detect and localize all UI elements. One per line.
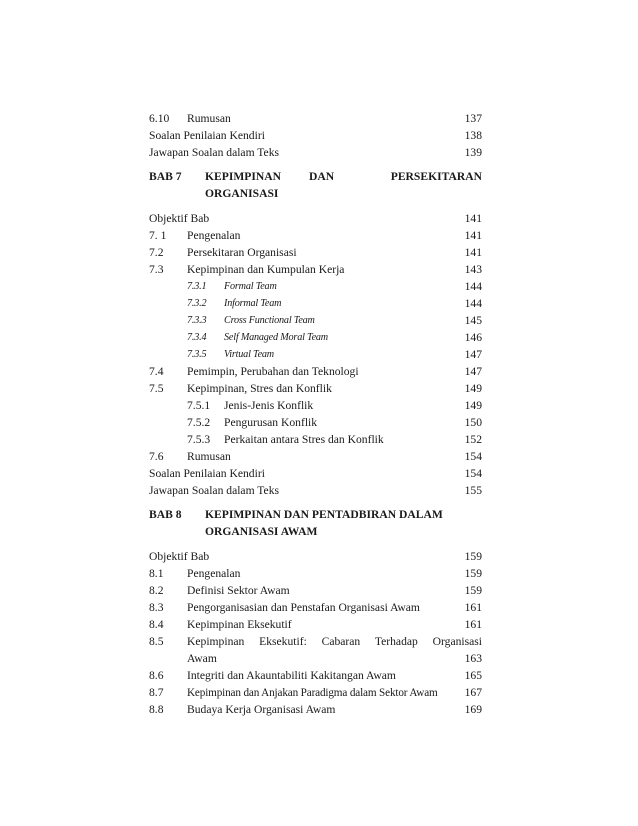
toc-entry: Jawapan Soalan dalam Teks 155 bbox=[149, 484, 482, 497]
toc-entry: 8.3 Pengorganisasian dan Penstafan Organisasi Awam 161 bbox=[149, 601, 482, 614]
toc-entry: 8.8 Budaya Kerja Organisasi Awam 169 bbox=[149, 703, 482, 716]
chapter-heading bbox=[149, 523, 482, 541]
toc-entry: Jawapan Soalan dalam Teks 139 bbox=[149, 146, 482, 159]
chapter-title-line2: ORGANISASI bbox=[205, 187, 279, 200]
toc-subentry: 7.5.3 Perkaitan antara Stres dan Konflik 152 bbox=[187, 433, 482, 446]
chapter-heading: BAB 7 KEPIMPINAN DAN PERSEKITARAN bbox=[149, 168, 482, 186]
toc-entry: 8.5 Kepimpinan Eksekutif: Cabaran Terhadap Organisasi bbox=[149, 635, 482, 648]
toc-entry: 7.5 Kepimpinan, Stres dan Konflik 149 bbox=[149, 382, 482, 395]
toc-entry: Soalan Penilaian Kendiri 138 bbox=[149, 129, 482, 142]
chapter-title-line1: KEPIMPINAN DAN PENTADBIRAN DALAM bbox=[205, 508, 443, 521]
toc-subentry: 7.3.4 Self Managed Moral Team 146 bbox=[187, 331, 482, 344]
toc-subentry: 7.3.1 Formal Team 144 bbox=[187, 280, 482, 293]
toc-entry: 8.6 Integriti dan Akauntabiliti Kakitangan Awam 165 bbox=[149, 669, 482, 682]
toc-entry: 6.10 Rumusan 137 bbox=[149, 112, 482, 125]
toc-entry: 8.7 Kepimpinan dan Anjakan Paradigma dalam Sektor Awam 167 bbox=[149, 686, 482, 699]
chapter-title-line2: ORGANISASI AWAM bbox=[205, 525, 318, 538]
toc-entry: Soalan Penilaian Kendiri 154 bbox=[149, 467, 482, 480]
chapter-heading bbox=[149, 185, 482, 203]
toc-entry: Awam 163 bbox=[187, 652, 482, 665]
toc-entry: 7.6 Rumusan 154 bbox=[149, 450, 482, 463]
toc-entry: 7. 1 Pengenalan 141 bbox=[149, 229, 482, 242]
toc-subentry: 7.5.2 Pengurusan Konflik 150 bbox=[187, 416, 482, 429]
toc-entry: 8.4 Kepimpinan Eksekutif 161 bbox=[149, 618, 482, 631]
toc-entry: 7.2 Persekitaran Organisasi 141 bbox=[149, 246, 482, 259]
toc-entry: 7.4 Pemimpin, Perubahan dan Teknologi 147 bbox=[149, 365, 482, 378]
toc-entry: 8.2 Definisi Sektor Awam 159 bbox=[149, 584, 482, 597]
toc-subentry: 7.5.1 Jenis-Jenis Konflik 149 bbox=[187, 399, 482, 412]
toc-entry: 8.1 Pengenalan 159 bbox=[149, 567, 482, 580]
chapter-number: BAB 8 bbox=[149, 508, 182, 521]
toc-subentry: 7.3.2 Informal Team 144 bbox=[187, 297, 482, 310]
toc-entry: Objektif Bab 159 bbox=[149, 550, 482, 563]
chapter-heading bbox=[149, 506, 482, 524]
toc-entry: Objektif Bab 141 bbox=[149, 212, 482, 225]
chapter-number: BAB 7 bbox=[149, 170, 182, 183]
toc-subentry: 7.3.3 Cross Functional Team 145 bbox=[187, 314, 482, 327]
toc-entry: 7.3 Kepimpinan dan Kumpulan Kerja 143 bbox=[149, 263, 482, 276]
toc-subentry: 7.3.5 Virtual Team 147 bbox=[187, 348, 482, 361]
